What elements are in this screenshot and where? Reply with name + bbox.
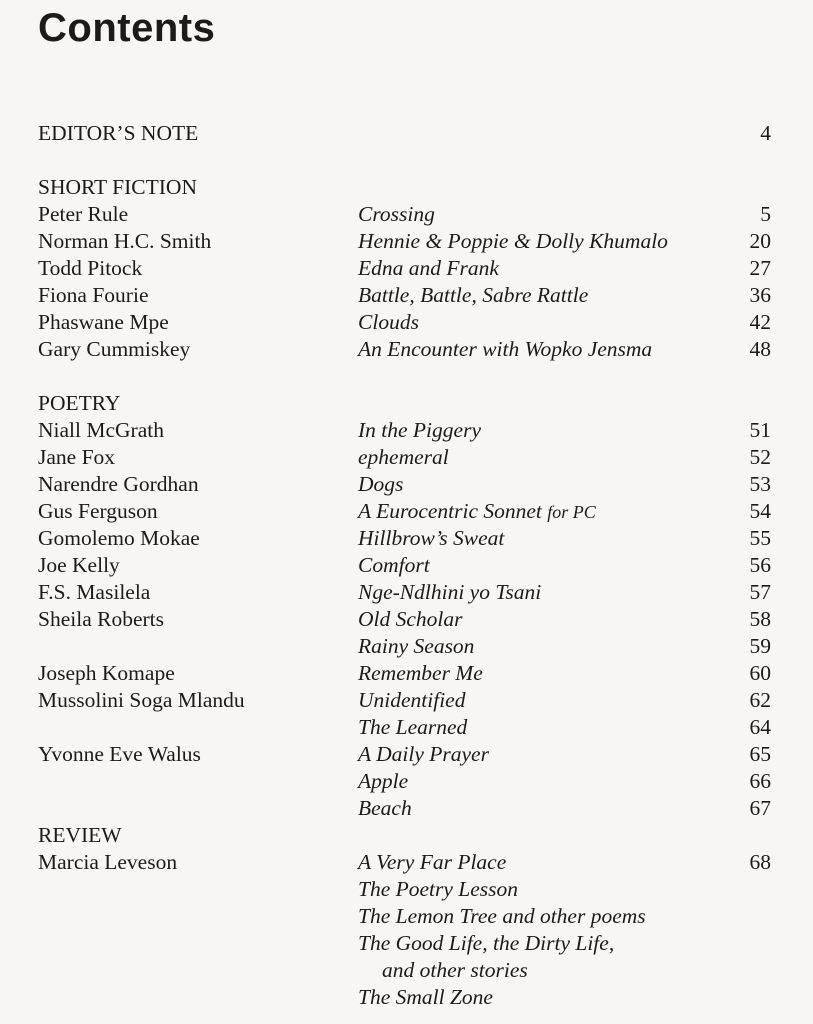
work-title: The Lemon Tree and other poems	[358, 904, 646, 928]
page-number: 66	[749, 769, 771, 793]
work-title: Edna and Frank	[358, 256, 499, 280]
toc-row	[38, 957, 773, 984]
work-title: Hennie & Poppie & Dolly Khumalo	[358, 229, 668, 253]
work-title-continuation: and other stories	[382, 958, 528, 982]
author-name: Yvonne Eve Walus	[38, 742, 201, 766]
page-number: 36	[749, 283, 771, 307]
editors-note-label: EDITOR’S NOTE	[38, 121, 199, 145]
page-number: 55	[749, 526, 771, 550]
author-name: F.S. Masilela	[38, 580, 151, 604]
page-number: 53	[749, 472, 771, 496]
author-name: Mussolini Soga Mlandu	[38, 688, 245, 712]
page-number: 56	[749, 553, 771, 577]
work-title: Dogs	[358, 472, 404, 496]
page-number: 57	[749, 580, 771, 604]
work-title-main: A Eurocentric Sonnet	[358, 499, 548, 523]
author-name: Jane Fox	[38, 445, 116, 469]
work-title: In the Piggery	[358, 418, 481, 442]
work-title: Crossing	[358, 202, 435, 226]
work-title: Apple	[358, 769, 409, 793]
section-heading-review: REVIEW	[38, 823, 122, 847]
toc-row	[38, 228, 773, 255]
page-number: 48	[749, 337, 771, 361]
page-number: 20	[749, 229, 771, 253]
author-name: Gomolemo Mokae	[38, 526, 200, 550]
work-title	[358, 498, 596, 526]
work-title: An Encounter with Wopko Jensma	[358, 337, 653, 361]
toc-row	[38, 714, 773, 741]
toc-row	[38, 660, 773, 687]
toc-row	[38, 768, 773, 795]
toc-row	[38, 552, 773, 579]
work-title: The Good Life, the Dirty Life,	[358, 931, 615, 955]
work-title: Beach	[358, 796, 412, 820]
toc-row	[38, 903, 773, 930]
page-number: 60	[749, 661, 771, 685]
author-name: Fiona Fourie	[38, 283, 149, 307]
section-heading-poetry: POETRY	[38, 391, 121, 415]
toc-row	[38, 984, 773, 1011]
toc-row	[38, 687, 773, 714]
editors-note-row	[38, 120, 773, 147]
work-title: Unidentified	[358, 688, 466, 712]
work-title: Hillbrow’s Sweat	[358, 526, 505, 550]
work-title: Battle, Battle, Sabre Rattle	[358, 283, 589, 307]
page-number: 67	[749, 796, 771, 820]
toc-row	[38, 606, 773, 633]
toc-row	[38, 795, 773, 822]
page-number: 52	[749, 445, 771, 469]
page-number: 64	[749, 715, 771, 739]
work-title: ephemeral	[358, 445, 449, 469]
page-number: 54	[749, 499, 771, 523]
author-name: Norman H.C. Smith	[38, 229, 212, 253]
work-title: The Learned	[358, 715, 468, 739]
section-heading-short-fiction: SHORT FICTION	[38, 175, 197, 199]
page-number: 42	[749, 310, 771, 334]
page-number: 5	[760, 202, 771, 226]
work-title: Comfort	[358, 553, 430, 577]
toc-row	[38, 417, 773, 444]
author-name: Sheila Roberts	[38, 607, 164, 631]
toc-row	[38, 498, 773, 525]
page-number: 65	[749, 742, 771, 766]
toc-row	[38, 876, 773, 903]
work-title: The Small Zone	[358, 985, 493, 1009]
work-title: The Poetry Lesson	[358, 877, 519, 901]
page-number: 58	[749, 607, 771, 631]
toc-row	[38, 525, 773, 552]
work-title: A Daily Prayer	[358, 742, 489, 766]
toc-row	[38, 471, 773, 498]
work-title: Old Scholar	[358, 607, 463, 631]
toc-row	[38, 741, 773, 768]
toc-row	[38, 633, 773, 660]
work-title: Clouds	[358, 310, 419, 334]
toc-row	[38, 282, 773, 309]
toc-row	[38, 336, 773, 363]
toc-row	[38, 444, 773, 471]
toc-row	[38, 201, 773, 228]
author-name: Joe Kelly	[38, 553, 120, 577]
author-name: Marcia Leveson	[38, 850, 178, 874]
page-title: Contents	[38, 6, 216, 50]
page-number: 68	[749, 850, 771, 874]
author-name: Gus Ferguson	[38, 499, 158, 523]
author-name: Todd Pitock	[38, 256, 143, 280]
work-title-suffix: for PC	[547, 502, 596, 522]
author-name: Joseph Komape	[38, 661, 175, 685]
work-title: Rainy Season	[358, 634, 475, 658]
toc-row	[38, 309, 773, 336]
toc-row	[38, 930, 773, 957]
author-name: Phaswane Mpe	[38, 310, 169, 334]
toc-row	[38, 849, 773, 876]
toc-row	[38, 255, 773, 282]
author-name: Niall McGrath	[38, 418, 164, 442]
page-number: 62	[749, 688, 771, 712]
work-title: A Very Far Place	[358, 850, 507, 874]
page-number: 59	[749, 634, 771, 658]
work-title: Remember Me	[358, 661, 483, 685]
work-title: Nge-Ndlhini yo Tsani	[358, 580, 542, 604]
author-name: Narendre Gordhan	[38, 472, 199, 496]
author-name: Gary Cummiskey	[38, 337, 191, 361]
editors-note-page: 4	[760, 121, 771, 145]
author-name: Peter Rule	[38, 202, 129, 226]
page-number: 27	[749, 256, 771, 280]
page-number: 51	[749, 418, 771, 442]
toc-row	[38, 579, 773, 606]
